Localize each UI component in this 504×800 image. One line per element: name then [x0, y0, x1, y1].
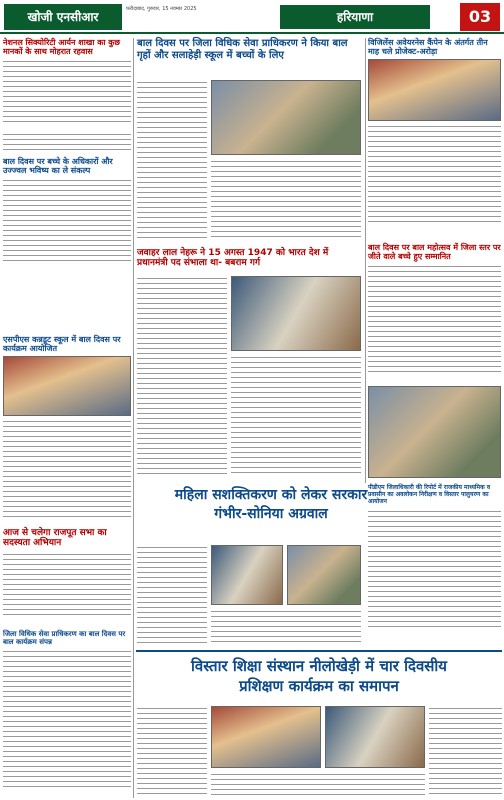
headline: बाल दिवस पर जिला विधिक सेवा प्राधिकरण ने किया बाल गृहों और सलाहेड़ी स्कूल में बच्चों के लिए [137, 38, 348, 61]
issue-line: फरीदाबाद, गुरुवार, 15 नवम्बर 2025 [126, 6, 197, 12]
banner-line-2: गंभीर-सोनिया अग्रवाल [214, 506, 328, 522]
headline: जिला विधिक सेवा प्राधिकरण का बाल दिवस पर बाल कार्यक्रम संपन्न [3, 630, 126, 647]
article-body [368, 124, 501, 224]
bottom-headline [136, 650, 502, 704]
section-title: हरियाणा [280, 5, 430, 29]
article-body [368, 509, 501, 627]
article-photo [211, 706, 321, 768]
article-photo [211, 545, 283, 605]
column-divider [365, 38, 366, 483]
article-left-2 [3, 132, 131, 262]
article-right-3 [368, 386, 501, 482]
article-banner-body [137, 545, 362, 645]
bottom-line-1: विस्तार शिक्षा संस्थान नीलोखेड़ी में चार दिवसीय [190, 657, 448, 675]
article-photo [287, 545, 361, 605]
page-number: 03 [460, 3, 500, 31]
article-left-4 [3, 528, 131, 628]
headline: एसपीएस कन्नडूट स्कूल में बाल दिवस पर कार्यक्रम आयोजित [3, 335, 121, 354]
article-body [137, 545, 207, 645]
article-body [3, 178, 131, 264]
banner-line-1: महिला सशक्तिकरण को लेकर सरकार [174, 487, 368, 503]
newspaper-brand: खोजी एनसीआर [4, 4, 122, 30]
headline: आज से चलेगा राजपूत सभा का सदस्यता अभियान [3, 528, 107, 549]
headline: पीडीएम जिलाधिकारी की रिपोर्ट में राजकीय माध्यमिक व प्रवासीन का अवलोकन निरीक्षण व विस्तार पालुयरण का आयोजन [368, 484, 491, 505]
article-photo [231, 276, 361, 351]
headline: विजिलेंस अवेयरनेस कैंपेन के अंतर्गत तीन माह चले प्रोजेक्ट-अरोड़ा [368, 38, 488, 57]
article-body [3, 419, 131, 519]
article-body [211, 609, 361, 645]
article-body [211, 772, 425, 798]
article-center-2 [137, 248, 362, 478]
column-divider [133, 38, 134, 798]
article-top-center [137, 38, 362, 243]
article-right-2 [368, 243, 501, 383]
article-body [137, 706, 207, 798]
article-body [211, 159, 361, 239]
article-top-left [3, 38, 131, 130]
article-right-3-text [368, 485, 501, 645]
article-body [137, 80, 207, 238]
article-body [3, 649, 131, 789]
article-photo [325, 706, 425, 768]
banner-headline [136, 485, 406, 543]
headline: बाल दिवस पर बाल महोत्सव में जिला स्तर पर जीते वाले बच्चे हुए सम्मानित [368, 243, 501, 262]
masthead [0, 0, 504, 34]
article-body [3, 59, 131, 123]
article-left-5 [3, 630, 131, 798]
article-top-right [368, 38, 501, 238]
article-body [368, 264, 501, 374]
article-body [3, 552, 131, 616]
article-left-3 [3, 335, 131, 525]
article-photo [3, 356, 131, 416]
article-bottom [137, 706, 502, 798]
article-photo [211, 80, 361, 155]
article-body [3, 132, 131, 154]
article-photo [368, 59, 501, 121]
article-photo [368, 386, 501, 478]
article-body [231, 355, 361, 475]
headline: नेशनल सिक्योरिटी आर्यन शाखा का कुछ मानकों के साथ मोहरात रहवास [3, 38, 120, 57]
headline: बाल दिवस पर बच्चे के अधिकारों और उज्ज्वल भविष्य का ले संकल्प [3, 157, 113, 176]
headline: जवाहर लाल नेहरू ने 15 अगस्त 1947 को भारत देश में प्रधानमंत्री पद संभाला था- बबराम गर्ग [137, 248, 329, 269]
article-body [429, 706, 502, 798]
bottom-line-2: प्रशिक्षण कार्यक्रम का समापन [239, 677, 399, 695]
article-body [137, 276, 227, 476]
